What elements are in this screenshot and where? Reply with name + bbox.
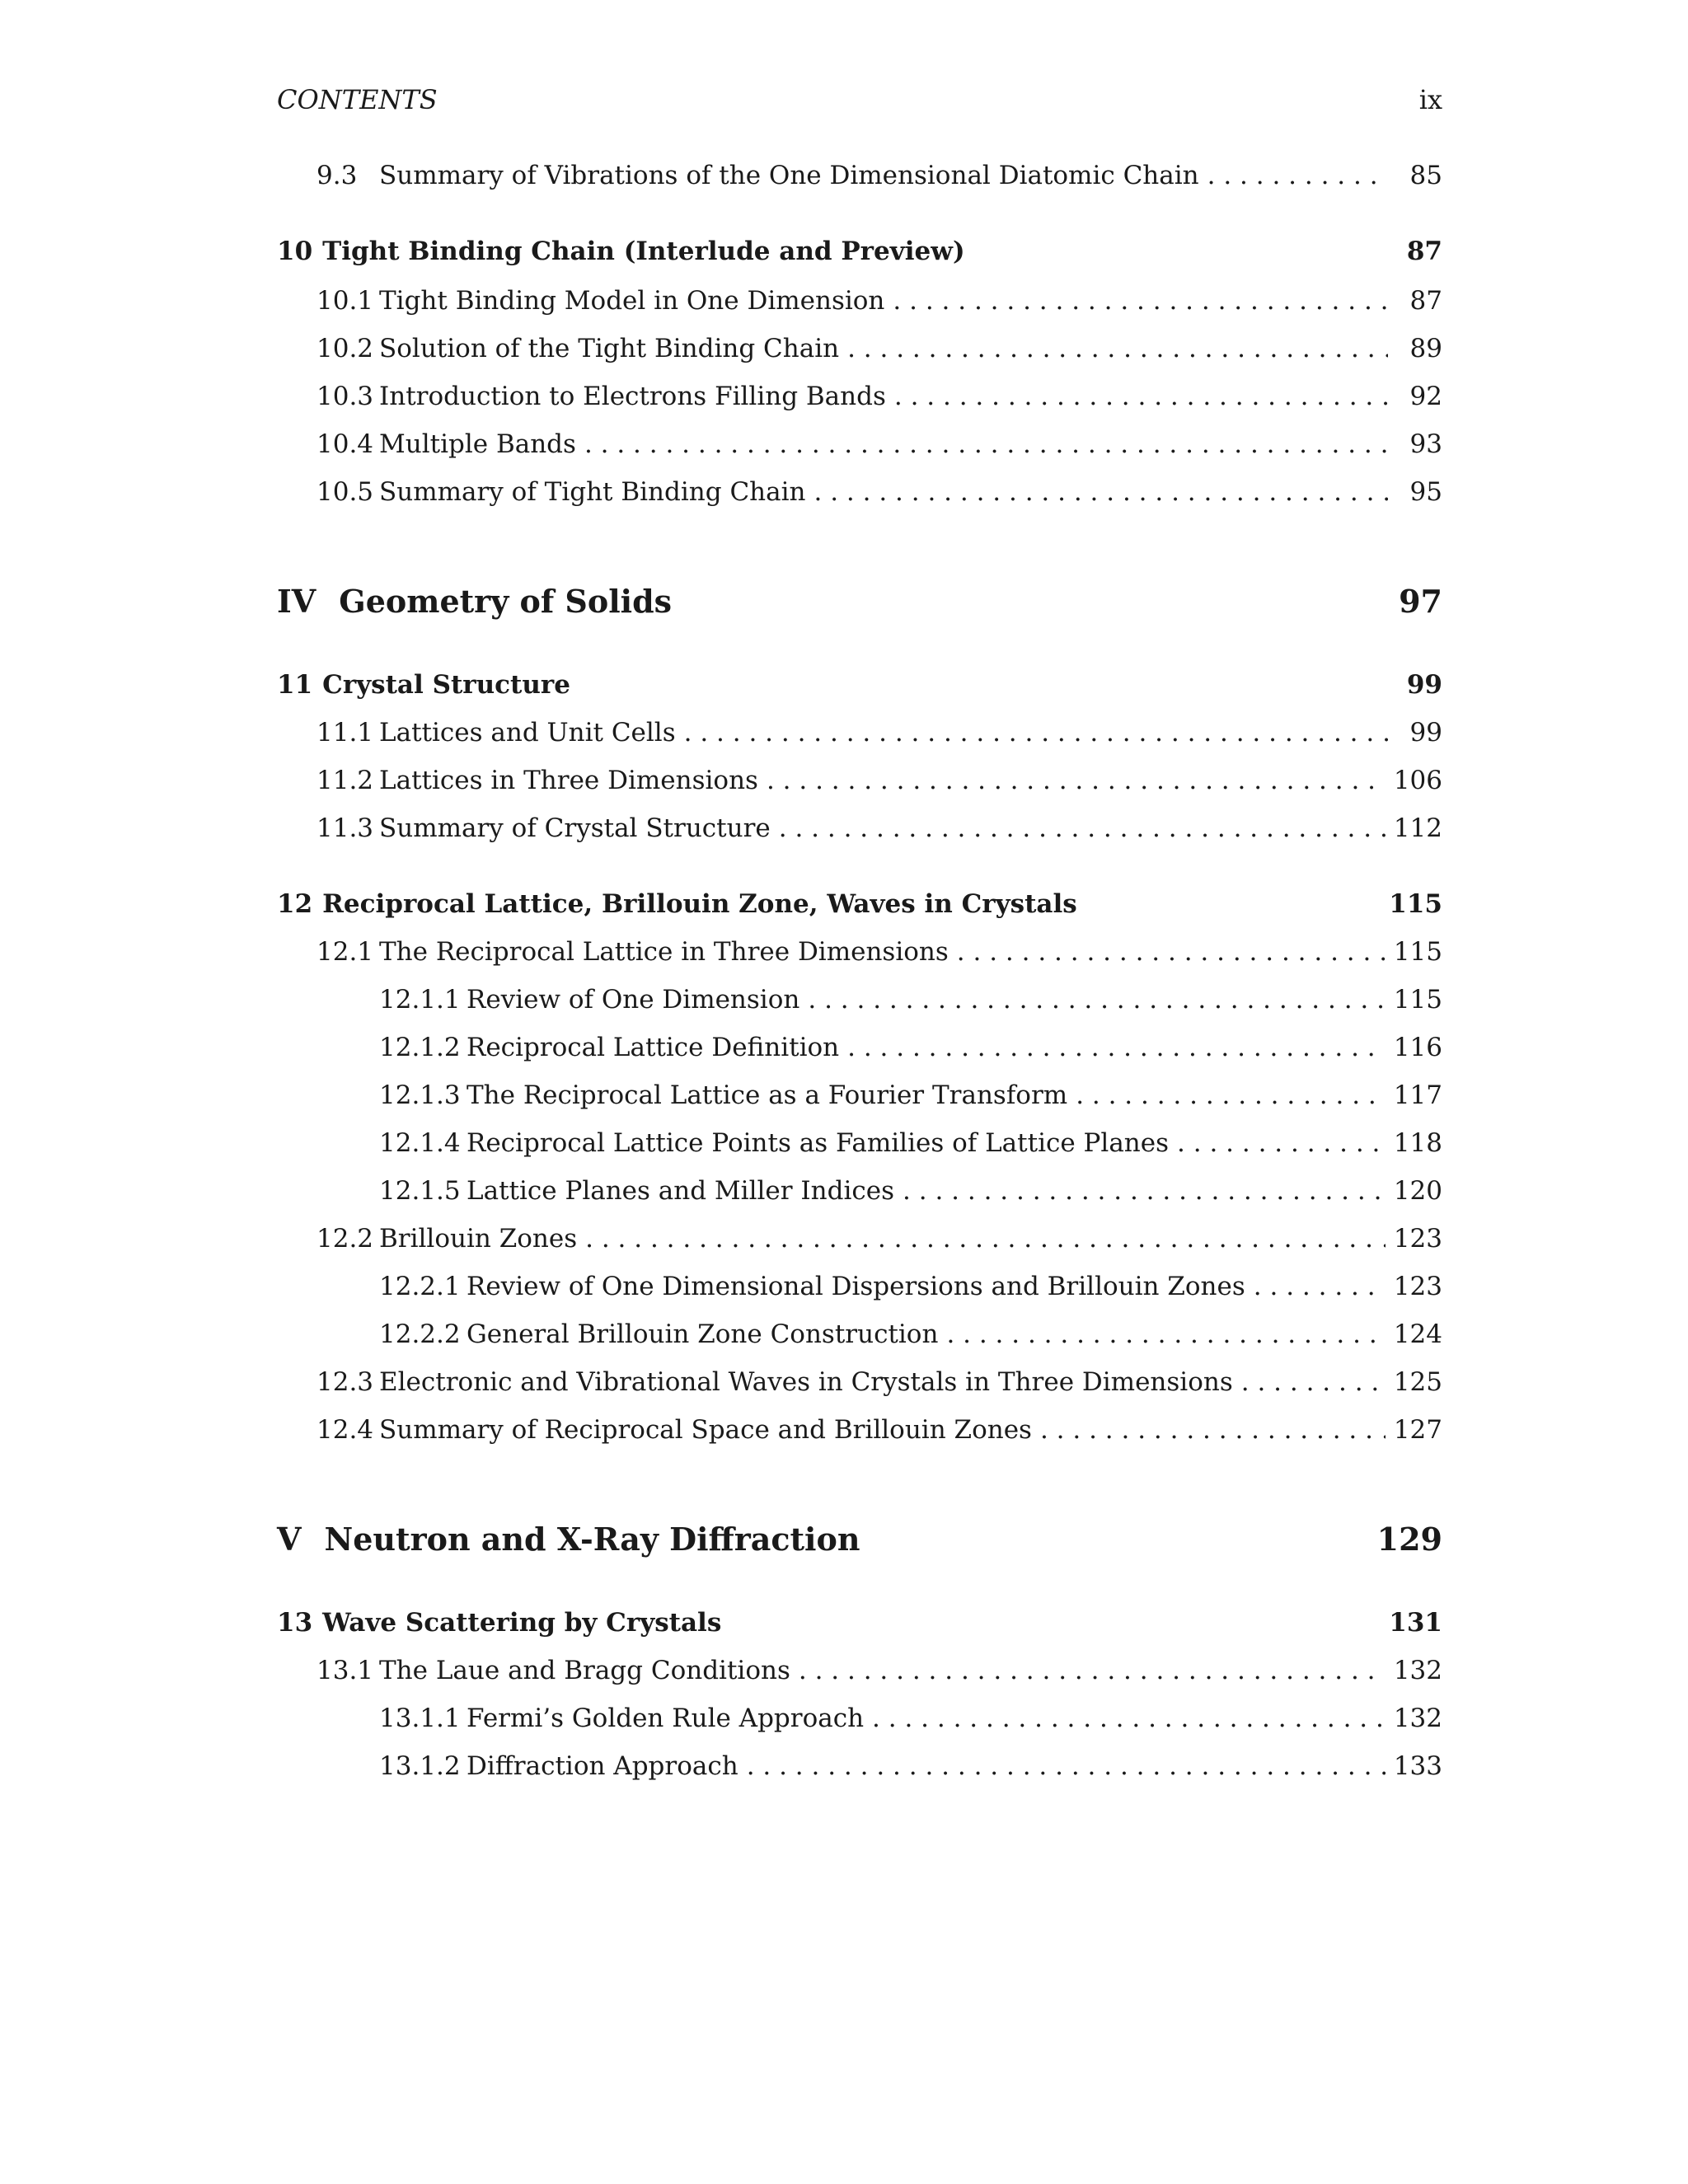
toc-entry-page: 117: [1393, 1080, 1442, 1110]
dot-leader: [767, 760, 1386, 801]
toc-entry-page: 93: [1409, 429, 1442, 459]
toc-entry-title: Neutron and X-Ray Diffraction: [324, 1521, 860, 1558]
toc-entry-number: 11.3: [316, 813, 374, 843]
toc-entry-page: 125: [1393, 1367, 1442, 1397]
page-number: ix: [1418, 84, 1442, 115]
dot-leader: [903, 1170, 1386, 1212]
dot-leader: [1076, 1075, 1386, 1116]
toc-entry-page: 133: [1393, 1751, 1442, 1781]
toc-entry-subsection[interactable]: [379, 1314, 1442, 1355]
toc-entry-number: 10: [277, 237, 313, 266]
toc-entry-section[interactable]: [316, 376, 1442, 417]
toc-entry-chapter[interactable]: [277, 664, 1442, 705]
toc-entry-chapter[interactable]: [277, 883, 1442, 925]
toc-entry-title: Summary of Tight Binding Chain: [379, 477, 806, 507]
toc-entry-number: V: [277, 1521, 302, 1558]
toc-entry-number: 10.4: [316, 429, 374, 459]
toc-entry-title: Reciprocal Lattice, Brillouin Zone, Waves in Crystals: [322, 889, 1077, 919]
toc-entry-page: 129: [1376, 1521, 1442, 1558]
toc-entry-number: 12.1.5: [379, 1176, 461, 1206]
toc-entry-title: Reciprocal Lattice Points as Families of Lattice Planes: [467, 1128, 1170, 1158]
toc-entry-title: Summary of Reciprocal Space and Brillouin Zones: [379, 1415, 1032, 1445]
toc-entry-subsection[interactable]: [379, 979, 1442, 1020]
toc-entry-subsection[interactable]: [379, 1746, 1442, 1787]
toc-entry-subsection[interactable]: [379, 1027, 1442, 1068]
toc-entry-number: 12.1.2: [379, 1033, 461, 1062]
toc-entry-page: 132: [1393, 1704, 1442, 1733]
toc-entry-page: 85: [1409, 161, 1442, 190]
toc-entry-number: IV: [277, 583, 316, 620]
toc-entry-number: 12.2.1: [379, 1272, 461, 1301]
toc-entry-section[interactable]: [316, 280, 1442, 321]
toc-entry-title: Solution of the Tight Binding Chain: [379, 334, 840, 363]
toc-entry-title: The Reciprocal Lattice in Three Dimensions: [379, 937, 949, 967]
dot-leader: [747, 1746, 1386, 1787]
toc-entry-section[interactable]: [316, 760, 1442, 801]
toc-entry-number: 12.2: [316, 1224, 374, 1254]
toc-entry-title: The Laue and Bragg Conditions: [379, 1656, 790, 1685]
toc-entry-number: 11.2: [316, 766, 374, 795]
toc-entry-chapter[interactable]: [277, 231, 1442, 272]
dot-leader: [957, 931, 1386, 972]
toc-entry-subsection[interactable]: [379, 1075, 1442, 1116]
toc-entry-number: 12.2.2: [379, 1319, 461, 1349]
toc-entry-page: 99: [1406, 670, 1442, 700]
toc-entry-number: 12.1.4: [379, 1128, 461, 1158]
dot-leader: [894, 376, 1388, 417]
toc-entry-page: 89: [1409, 334, 1442, 363]
toc-entry-title: Summary of Vibrations of the One Dimensional Diatomic Chain: [379, 161, 1199, 190]
toc-entry-section[interactable]: [316, 155, 1442, 196]
toc-entry-page: 127: [1393, 1415, 1442, 1445]
toc-entry-page: 118: [1393, 1128, 1442, 1158]
toc-entry-title: Tight Binding Chain (Interlude and Preview): [322, 237, 965, 266]
dot-leader: [872, 1698, 1386, 1739]
toc-entry-part[interactable]: [277, 577, 1442, 626]
toc-entry-title: Summary of Crystal Structure: [379, 813, 771, 843]
toc-entry-title: Review of One Dimensional Dispersions and Brillouin Zones: [467, 1272, 1245, 1301]
dot-leader: [946, 1314, 1385, 1355]
toc-entry-page: 115: [1389, 889, 1442, 919]
toc-entry-number: 12.4: [316, 1415, 374, 1445]
running-title: CONTENTS: [277, 84, 438, 115]
toc-entry-number: 9.3: [316, 161, 358, 190]
toc-entry-number: 12: [277, 889, 313, 919]
toc-entry-title: Tight Binding Model in One Dimension: [379, 286, 885, 316]
toc-entry-title: Geometry of Solids: [339, 583, 673, 620]
toc-entry-number: 12.1.3: [379, 1080, 461, 1110]
toc-entry-subsection[interactable]: [379, 1122, 1442, 1164]
toc-entry-number: 10.3: [316, 382, 374, 411]
toc-entry-number: 12.3: [316, 1367, 374, 1397]
toc-entry-page: 115: [1393, 985, 1442, 1015]
toc-entry-title: Review of One Dimension: [467, 985, 800, 1015]
toc-entry-part[interactable]: [277, 1515, 1442, 1564]
dot-leader: [799, 1650, 1386, 1691]
toc-entry-page: 131: [1389, 1608, 1442, 1638]
toc-entry-number: 13: [277, 1608, 313, 1638]
dot-leader: [814, 471, 1389, 513]
toc-entry-page: 92: [1409, 382, 1442, 411]
dot-leader: [847, 1027, 1386, 1068]
toc-entry-section[interactable]: [316, 1218, 1442, 1259]
dot-leader: [585, 1218, 1386, 1259]
toc-entry-section[interactable]: [316, 471, 1442, 513]
toc-entry-title: The Reciprocal Lattice as a Fourier Transform: [467, 1080, 1068, 1110]
toc-entry-title: General Brillouin Zone Construction: [467, 1319, 939, 1349]
toc-entry-page: 112: [1393, 813, 1442, 843]
toc-entry-title: Electronic and Vibrational Waves in Crystals in Three Dimensions: [379, 1367, 1233, 1397]
dot-leader: [584, 424, 1388, 465]
dot-leader: [1241, 1361, 1386, 1403]
toc-entry-title: Crystal Structure: [322, 670, 570, 700]
toc-entry-subsection[interactable]: [379, 1266, 1442, 1307]
toc-entry-title: Lattices and Unit Cells: [379, 718, 676, 748]
toc-entry-page: 116: [1393, 1033, 1442, 1062]
toc-entry-section[interactable]: [316, 1409, 1442, 1451]
dot-leader: [779, 808, 1386, 849]
toc-entry-section[interactable]: [316, 808, 1442, 849]
dot-leader: [1254, 1266, 1386, 1307]
toc-entry-number: 11: [277, 670, 313, 700]
toc-entry-page: 120: [1393, 1176, 1442, 1206]
toc-entry-section[interactable]: [316, 1361, 1442, 1403]
toc-entry-number: 13.1.1: [379, 1704, 461, 1733]
toc-entry-page: 132: [1393, 1656, 1442, 1685]
toc-entry-page: 87: [1409, 286, 1442, 316]
toc-entry-page: 87: [1406, 237, 1442, 266]
toc-entry-number: 13.1: [316, 1656, 374, 1685]
toc-entry-chapter[interactable]: [277, 1602, 1442, 1643]
toc-entry-page: 95: [1409, 477, 1442, 507]
toc-entry-title: Introduction to Electrons Filling Bands: [379, 382, 886, 411]
toc-page: [277, 0, 1442, 2184]
toc-entry-page: 123: [1393, 1272, 1442, 1301]
toc-entry-number: 10.2: [316, 334, 374, 363]
dot-leader: [1207, 155, 1388, 196]
toc-entry-page: 99: [1409, 718, 1442, 748]
toc-entry-number: 13.1.2: [379, 1751, 461, 1781]
dot-leader: [1040, 1409, 1386, 1451]
toc-entry-number: 10.1: [316, 286, 374, 316]
toc-entry-section[interactable]: [316, 1650, 1442, 1691]
running-head: [277, 79, 1442, 120]
toc-entry-title: Fermi’s Golden Rule Approach: [467, 1704, 865, 1733]
dot-leader: [808, 979, 1385, 1020]
toc-entry-title: Lattice Planes and Miller Indices: [467, 1176, 895, 1206]
toc-entry-section[interactable]: [316, 424, 1442, 465]
toc-entry-section[interactable]: [316, 712, 1442, 753]
toc-entry-number: 11.1: [316, 718, 374, 748]
toc-entry-number: 12.1: [316, 937, 374, 967]
toc-entry-title: Reciprocal Lattice Definition: [467, 1033, 840, 1062]
toc-entry-subsection[interactable]: [379, 1698, 1442, 1739]
toc-entry-page: 123: [1393, 1224, 1442, 1254]
toc-entry-page: 106: [1393, 766, 1442, 795]
toc-entry-title: Wave Scattering by Crystals: [322, 1608, 722, 1638]
dot-leader: [1177, 1122, 1386, 1164]
toc-entry-section[interactable]: [316, 931, 1442, 972]
toc-entry-section[interactable]: [316, 328, 1442, 369]
toc-entry-title: Multiple Bands: [379, 429, 576, 459]
dot-leader: [893, 280, 1388, 321]
toc-entry-page: 97: [1399, 583, 1442, 620]
toc-entry-subsection[interactable]: [379, 1170, 1442, 1212]
toc-entry-number: 12.1.1: [379, 985, 461, 1015]
toc-entry-title: Diffraction Approach: [467, 1751, 738, 1781]
dot-leader: [684, 712, 1388, 753]
dot-leader: [847, 328, 1388, 369]
toc-entry-title: Lattices in Three Dimensions: [379, 766, 758, 795]
toc-entry-number: 10.5: [316, 477, 374, 507]
toc-entry-page: 115: [1393, 937, 1442, 967]
toc-entry-title: Brillouin Zones: [379, 1224, 578, 1254]
toc-entry-page: 124: [1393, 1319, 1442, 1349]
